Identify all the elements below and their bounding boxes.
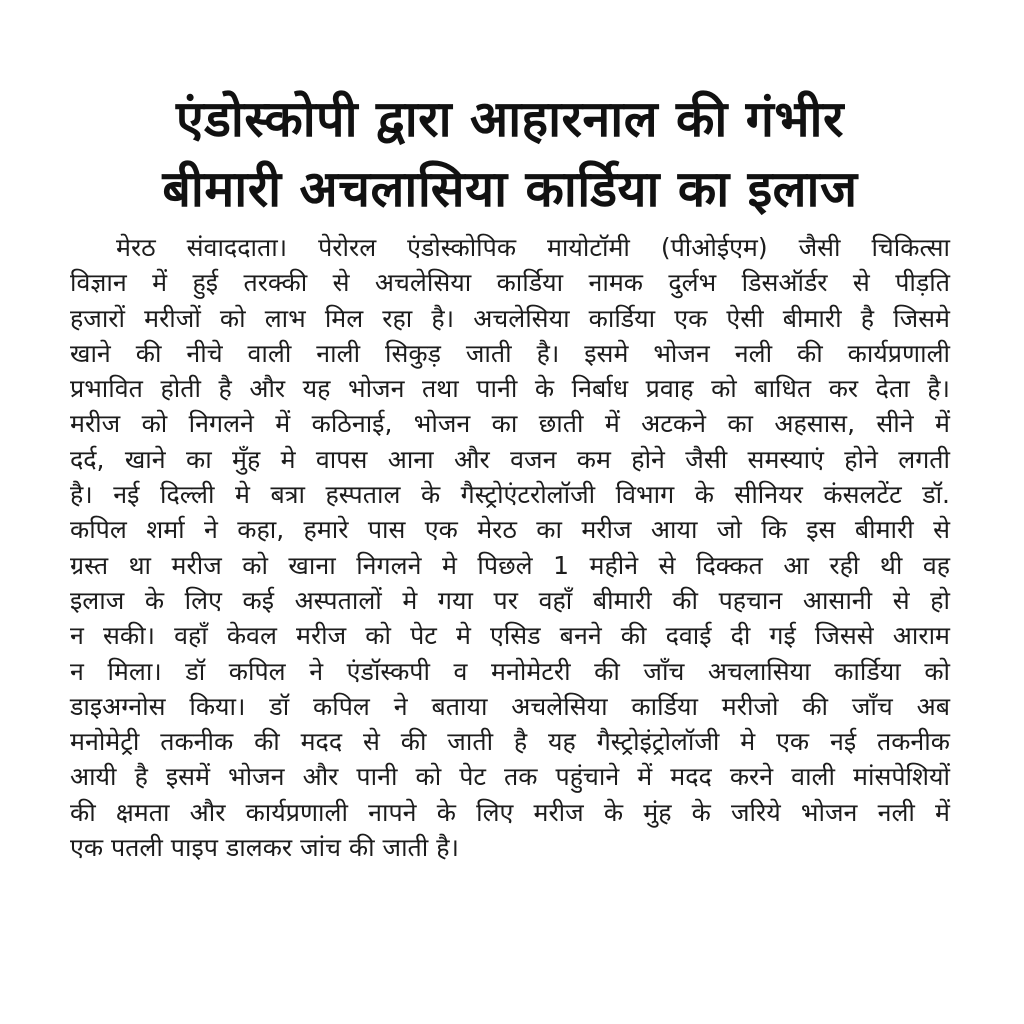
news-article [70,84,950,865]
body-line: ग्रस्त था मरीज को खाना निगलने मे पिछले 1 महीने से दिक्कत आ रही थी वह [70,550,950,580]
body-line: न मिला। डॉ कपिल ने एंडॉस्कपी व मनोमेटरी की जाँच अचलासिया कार्डिया को [70,656,950,686]
body-line: की क्षमता और कार्यप्रणाली नापने के लिए मरीज के मुंह के जरिये भोजन नली में [70,797,950,827]
body-line: इलाज के लिए कई अस्पतालों मे गया पर वहाँ बीमारी की पहचान आसानी से हो [70,585,950,615]
body-line: प्रभावित होती है और यह भोजन तथा पानी के निर्बाध प्रवाह को बाधित कर देता है। [70,374,950,404]
body-line: मनोमेट्री तकनीक की मदद से की जाती है यह गैस्ट्रोइंट्रोलॉजी मे एक नई तकनीक [70,727,950,757]
body-line: मेरठ संवाददाता। पेरोरल एंडोस्कोपिक मायोटॉमी (पीओईएम) जैसी चिकित्सा [116,233,950,262]
body-line: है। नई दिल्ली मे बत्रा हस्पताल के गैस्ट्रोएंटरोलॉजी विभाग के सीनियर कंसलटेंट डॉ. [70,480,950,510]
body-line: आयी है इसमें भोजन और पानी को पेट तक पहुंचाने में मदद करने वाली मांसपेशियों [70,762,950,792]
article-body [70,230,950,865]
body-line: न सकी। वहाँ केवल मरीज को पेट मे एसिड बनने की दवाई दी गई जिससे आराम [70,621,950,651]
body-line: मरीज को निगलने में कठिनाई, भोजन का छाती में अटकने का अहसास, सीने में [70,409,950,439]
body-line: खाने की नीचे वाली नाली सिकुड़ जाती है। इसमे भोजन नली की कार्यप्रणाली [70,338,950,368]
body-line: हजारों मरीजों को लाभ मिल रहा है। अचलेसिया कार्डिया एक ऐसी बीमारी है जिसमे [70,303,950,333]
article-headline [70,84,950,224]
body-line: विज्ञान में हुई तरक्की से अचलेसिया कार्डिया नामक दुर्लभ डिसऑर्डर से पीड़ति [70,268,950,298]
body-line: कपिल शर्मा ने कहा, हमारे पास एक मेरठ का मरीज आया जो कि इस बीमारी से [70,515,950,545]
body-line: डाइअग्नोस किया। डॉ कपिल ने बताया अचलेसिया कार्डिया मरीजो की जाँच अब [70,691,950,721]
headline-line: एंडोस्कोपी द्वारा आहारनाल की गंभीर [176,90,844,148]
body-line: एक पतली पाइप डालकर जांच की जाती है। [70,833,459,863]
headline-line: बीमारी अचलासिया कार्डिया का इलाज [162,160,858,218]
body-line: दर्द, खाने का मुँह मे वापस आना और वजन कम होने जैसी समस्याएं होने लगती [70,444,950,474]
